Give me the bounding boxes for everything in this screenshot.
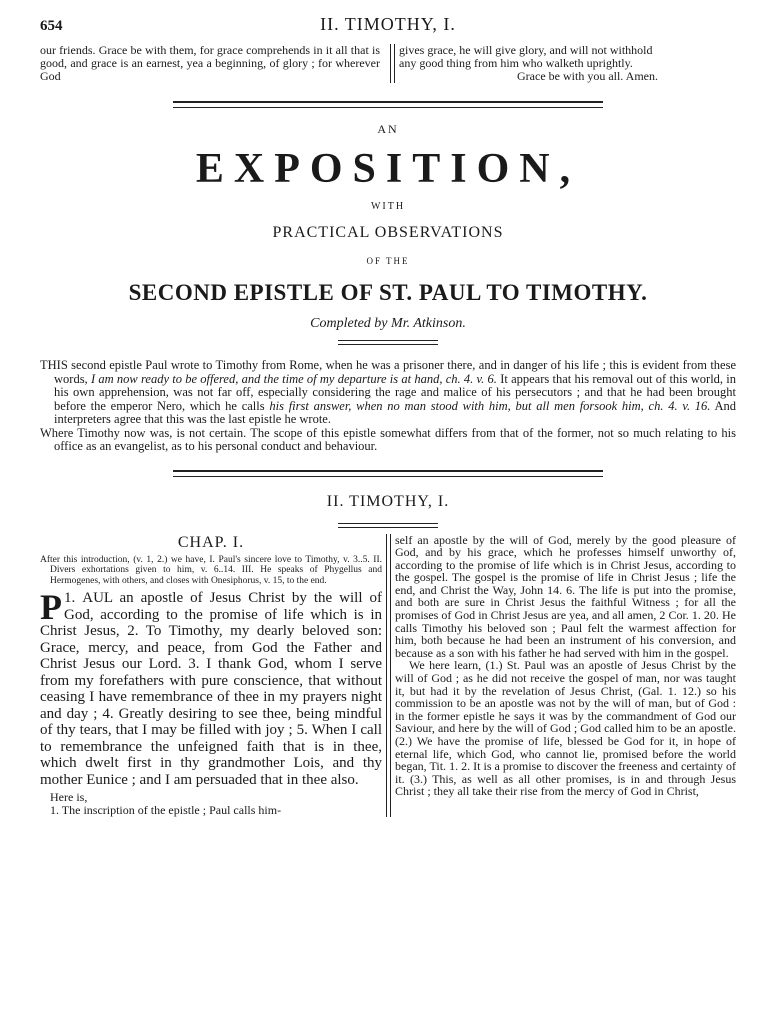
chapter-title: CHAP. I.	[177, 533, 245, 551]
chapter-heading: II. TIMOTHY, I.	[326, 492, 450, 510]
running-title: II. TIMOTHY, I.	[320, 14, 456, 34]
here-is: Here is,	[50, 790, 88, 804]
commentary-paragraph-1: self an apostle by the will of God, merely by the good pleasure of God, and by his grace, which he professes himself unworthy of, according to the promise of life which is in Christ Jesus, according to the gospel. The gospel is the promise of life in Christ Jesus ; life the end, and Christ the Way, John 14. 6. The life is put into the promise, and both are sure in Christ Jesus the faithful Witness ; for all the promises of God in Christ Jesus are yea, and all amen, 2 Cor. 1. 20. He calls Timothy his beloved son ; Paul felt the warmest affection for him, both because he had been an instrument of his conversion, and because as a son with his father he had served with him in the gospel.	[395, 532, 736, 660]
commentary-paragraph-2: We here learn, (1.) St. Paul was an apostle of Jesus Christ by the will of God ; as he did not receive the gospel of man, nor was taught it, but had it by the revelation of Jesus Christ, (Gal. 1. 12.) so his commission to be an apostle was not by the will of man, but of God : in the former epistle he says it was by the commandment of God our Saviour, and here by the will of God ; God called him to be an apostle. (2.) We have the promise of life, blessed be God for it, in hope of eternal life, which God, who cannot lie, promised before the world began, Tit. 1. 2. It is a promise to discover the freeness and certainty of it. (3.) This, as well as all other promises, is in and through Jesus Christ ; they all take their rise from the mercy of God in Christ,	[395, 658, 736, 799]
previous-text-right-line-2: any good thing from him who walketh uprightly.	[399, 56, 633, 70]
page-number: 654	[40, 18, 63, 34]
intro-paragraph-1	[40, 359, 736, 427]
drop-cap: P	[40, 587, 62, 627]
intro-p1-d: his first answer, when no man stood with him, but all men forsook him, ch. 4. v. 16.	[269, 398, 711, 413]
commentary-column	[395, 534, 736, 818]
scripture-verses	[40, 587, 382, 788]
scripture-column	[40, 534, 382, 818]
title-of-the: OF THE	[366, 256, 410, 266]
notes	[40, 791, 382, 817]
intro-p1-a: THIS second epistle Paul wrote to Timothy from Rome, when he was a prisoner there, and in danger of his life ; this is evident from these words,	[40, 358, 736, 386]
intro-p1-b: I am now ready to be offered, and the time of my departure is at hand, ch. 4. v. 6.	[90, 371, 497, 386]
short-rule	[338, 340, 438, 345]
title-completed-by: Completed by Mr. Atkinson.	[310, 316, 466, 331]
title-second-epistle: SECOND EPISTLE OF ST. PAUL TO TIMOTHY.	[128, 280, 648, 305]
running-head	[40, 14, 736, 40]
short-rule-chapter	[338, 523, 438, 528]
column-rule	[390, 44, 395, 83]
previous-text-left: our friends. Grace be with them, for grace comprehends in it all that is good, and grace is an earnest, yea a beginning, of glory ; for wherever God	[40, 43, 380, 83]
previous-text-right	[399, 44, 736, 83]
double-rule-top	[173, 101, 603, 108]
title-an: AN	[377, 122, 399, 136]
previous-section-text	[40, 44, 736, 83]
title-practical-observations: PRACTICAL OBSERVATIONS	[272, 224, 504, 241]
intro-p1-e: And interpreters agree that this was the last epistle he wrote.	[54, 398, 737, 426]
note-1: 1. The inscription of the epistle ; Paul calls him-	[50, 803, 282, 817]
previous-text-right-line-1: gives grace, he will give glory, and will not withhold	[399, 43, 653, 57]
intro-paragraph-2: Where Timothy now was, is not certain. The scope of this epistle somewhat differs from that of the former, not so much relating to his office as an evangelist, as to his personal conduct and behaviour.	[40, 425, 736, 453]
verse-number: 1.	[64, 590, 76, 606]
intro-text	[40, 359, 736, 454]
intro-p1-c: It appears that his removal out of this world, in his own apprehension, was not far off, especially considering the rage and malice of his persecutors ; and that he had been brought before the emperor Nero, which he calls	[54, 371, 737, 413]
title-exposition: EXPOSITION,	[195, 146, 581, 192]
previous-text-closing: Grace be with you all. Amen.	[517, 69, 658, 83]
double-rule-middle	[173, 470, 603, 477]
title-with: WITH	[370, 201, 406, 212]
chapter-summary: After this introduction, (v. 1, 2.) we have, I. Paul's sincere love to Timothy, v. 3..5. II. Divers exhortations given to him, v. 6..14. III. He speaks of Phygellus and Hermogenes, with others, and closes with Onesiphorus, v. 15, to the end.	[40, 554, 382, 586]
page	[40, 14, 736, 817]
main-column-rule	[386, 534, 391, 818]
main-columns	[40, 534, 736, 818]
verses-text: AUL an apostle of Jesus Christ by the will of God, according to the promise of life which is in Christ Jesus, 2. To Timothy, my dearly beloved son: Grace, mercy, and peace, from God the Father and Christ Jesus our Lord. 3. I thank God, whom I serve from my forefathers with pure conscience, that without ceasing I have remembrance of thee in my prayers night and day ; 4. Greatly desiring to see thee, being mindful of thy tears, that I may be filled with joy ; 5. When I call to remembrance the unfeigned faith that is in thee, which dwelt first in thy grandmother Lois, and thy mother Eunice ; and I am persuaded that in thee also.	[40, 590, 382, 788]
